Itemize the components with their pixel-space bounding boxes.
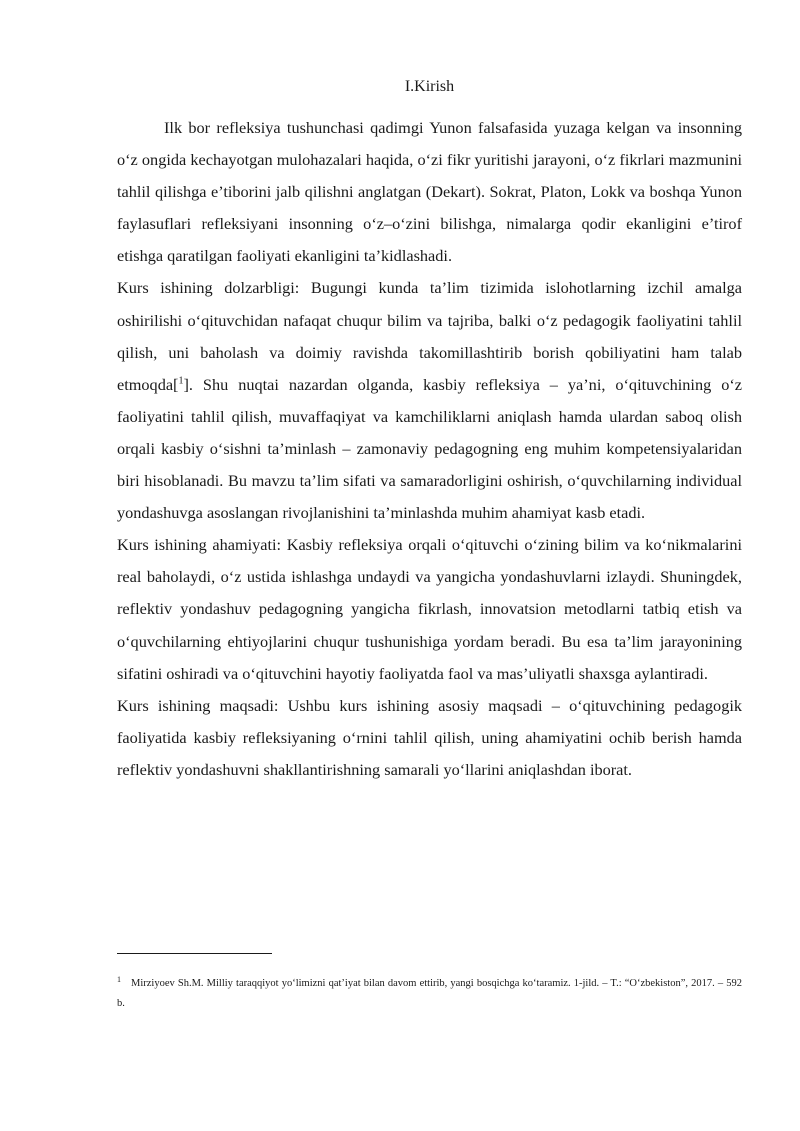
goal-paragraph: Kurs ishining maqsadi: Ushbu kurs ishining asosiy maqsadi – o‘qituvchining pedagogik faoliyatida kasbiy refleksiyaning o‘rnini tahlil qilish, uning ahamiyatini ochib berish hamda reflektiv yondashuvni shakllantirishning samarali yo‘llarini aniqlashdan iborat. — [117, 695, 742, 779]
relevance-paragraph — [117, 272, 742, 529]
footnote-text: Mirziyoev Sh.M. Milliy taraqqiyot yo‘limizni qat’iyat bilan davom ettirib, yangi bosqichga ko‘taramiz. 1-jild. – T.: “O‘zbekiston”, 2017. – 592 b. — [117, 978, 742, 1009]
importance-paragraph: Kurs ishining ahamiyati: Kasbiy refleksiya orqali o‘qituvchi o‘zining bilim va ko‘nikmalarini real baholaydi, o‘z ustida ishlashga undaydi va yangicha yondashuvlarni izlaydi. Shuningdek, reflektiv yondashuv pedagogning yangicha fikrlash, innovatsion metodlarni tatbiq etish va o‘quvchilarning ehtiyojlarini chuqur tushunishiga yordam beradi. Bu esa ta’lim jarayonining sifatini oshiradi va o‘qituvchini hayotiy faoliyatda faol va mas’uliyatli shaxsga aylantiradi. — [117, 535, 742, 683]
footnote-separator — [117, 953, 272, 954]
section-heading: I.Kirish — [404, 78, 455, 95]
relevance-text-start: Kurs ishining dolzarbligi: Bugungi kunda ta’lim tizimida islohotlarning izchil amalga oshirilishi o‘qituvchidan nafaqat chuqur bilim va tajriba, balki o‘z pedagogik faoliyatini tahlil qilish, uni baholash va doimiy ravishda takomillashtirib borish qobiliyatini ham talab etmoqda[ — [117, 278, 742, 394]
footnote-marker: 1 — [117, 974, 121, 984]
intro-paragraph: Ilk bor refleksiya tushunchasi qadimgi Yunon falsafasida yuzaga kelgan va insonning o‘z ongida kechayotgan mulohazalari haqida, o‘zi fikr yuritishi jarayoni, o‘z fikrlari mazmunini tahlil qilishga e’tiborini jalb qilishni anglatgan (Dekart). Sokrat, Platon, Lokk va boshqa Yunon faylasuflari refleksiyani insonning o‘z–o‘zini bilishga, nimalarga qodir ekanligini e’tirof etishga qaratilgan faoliyati ekanligini ta’kidlashadi. — [117, 118, 742, 266]
footnote — [117, 974, 742, 1014]
footnote-reference[interactable]: 1 — [178, 375, 184, 387]
relevance-text-end: ]. Shu nuqtai nazardan olganda, kasbiy refleksiya – ya’ni, o‘qituvchining o‘z faoliyatini tahlil qilish, muvaffaqiyat va kamchiliklarni aniqlash hamda ulardan saboq olish orqali kasbiy o‘sishni ta’minlash – zamonaviy pedagogning eng muhim kompetensiyalaridan biri hisoblanadi. Bu mavzu ta’lim sifati va samaradorligini oshirish, o‘quvchilarning individual yondashuvga asoslangan rivojlanishini ta’minlashda muhim ahamiyat kasb etadi. — [117, 374, 742, 523]
body-text — [117, 112, 742, 786]
